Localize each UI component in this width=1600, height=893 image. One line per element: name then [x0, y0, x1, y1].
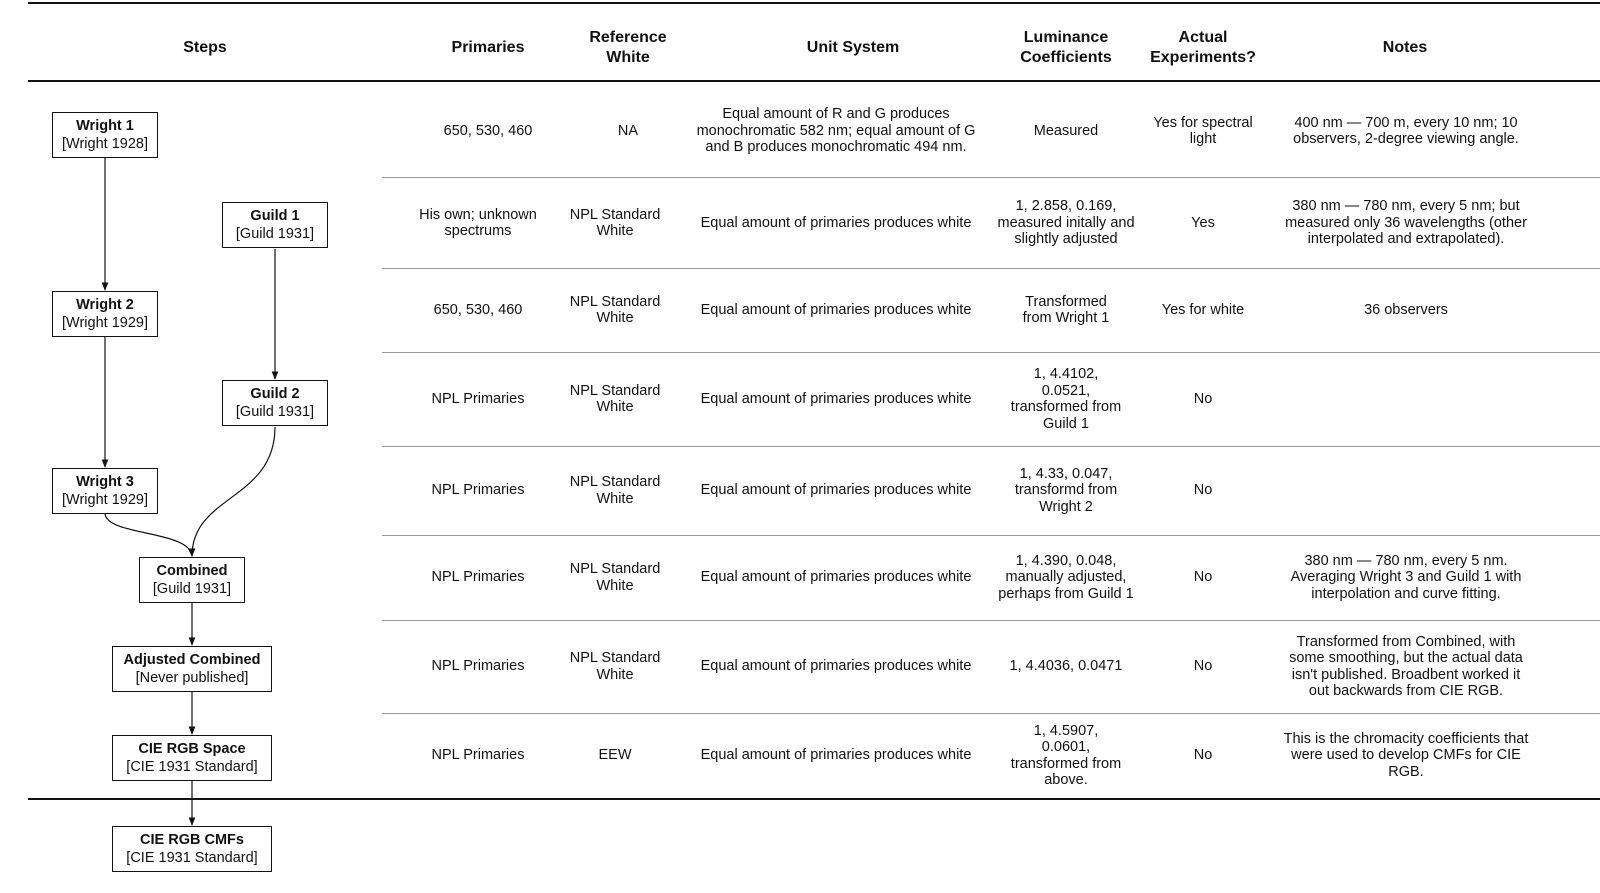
node-title: CIE RGB Space — [138, 741, 246, 757]
cell-experiments: Yes for spectral light — [1153, 114, 1253, 147]
cell-luminance: 1, 4.390, 0.048, manually adjusted, perhaps from Guild 1 — [998, 552, 1134, 602]
cell-reference-white: EEW — [598, 747, 632, 764]
cell-unit-system: Equal amount of primaries produces white — [700, 569, 972, 586]
cell-unit-system: Equal amount of primaries produces white — [700, 658, 972, 675]
header-steps: Steps — [183, 39, 227, 56]
node-adjusted-combined — [112, 646, 272, 692]
cell-primaries: 650, 530, 460 — [443, 122, 533, 139]
header-primaries: Primaries — [451, 39, 525, 56]
cell-unit-system: Equal amount of primaries produces white — [700, 390, 972, 407]
node-wright-2 — [52, 291, 158, 337]
node-reference: [Wright 1929] — [62, 315, 148, 331]
cell-luminance: 1, 2.858, 0.169, measured initally and slightly adjusted — [997, 198, 1135, 248]
cell-luminance: 1, 4.4036, 0.0471 — [1009, 658, 1123, 675]
cell-unit-system: Equal amount of primaries produces white — [700, 214, 972, 231]
cell-experiments: Yes for white — [1161, 301, 1245, 318]
cell-luminance: Measured — [1033, 122, 1099, 139]
cell-experiments: No — [1193, 482, 1213, 499]
cell-notes: 400 nm — 700 m, every 10 nm; 10 observers, 2-degree viewing angle. — [1293, 114, 1519, 147]
node-reference: [Never published] — [135, 670, 249, 686]
cell-primaries: His own; unknown spectrums — [419, 206, 537, 239]
cell-unit-system: Equal amount of primaries produces white — [700, 301, 972, 318]
cell-primaries: NPL Primaries — [431, 390, 525, 407]
cell-notes: This is the chromacity coefficients that were used to develop CMFs for CIE RGB. — [1283, 730, 1529, 780]
cell-reference-white: NPL Standard White — [569, 206, 661, 239]
cell-unit-system: Equal amount of R and G produces monochromatic 582 nm; equal amount of G and B produces monochromatic 494 nm. — [696, 106, 976, 156]
cell-reference-white: NPL Standard White — [569, 650, 661, 683]
header-unit-system: Unit System — [806, 39, 900, 56]
header-luminance-coefficients: Luminance Coefficients — [1020, 29, 1112, 66]
node-reference: [Guild 1931] — [152, 581, 232, 597]
node-combined — [139, 557, 245, 603]
node-guild-1 — [222, 202, 328, 248]
node-title: Wright 3 — [76, 474, 134, 490]
cell-luminance: Transformed from Wright 1 — [1022, 293, 1110, 326]
cell-primaries: NPL Primaries — [431, 658, 525, 675]
header-reference-white: Reference White — [589, 29, 667, 66]
node-title: Guild 2 — [250, 386, 300, 402]
cell-reference-white: NPL Standard White — [569, 474, 661, 507]
cell-reference-white: NPL Standard White — [569, 382, 661, 415]
edge-guild2-combined — [192, 427, 275, 556]
cell-unit-system: Equal amount of primaries produces white — [700, 747, 972, 764]
cell-experiments: No — [1193, 569, 1213, 586]
node-title: Guild 1 — [250, 208, 300, 224]
node-reference: [Wright 1929] — [62, 492, 148, 508]
cell-experiments: No — [1193, 747, 1213, 764]
node-wright-3 — [52, 468, 158, 514]
node-title: Wright 2 — [76, 297, 134, 313]
node-title: Adjusted Combined — [123, 652, 261, 668]
cell-primaries: 650, 530, 460 — [433, 301, 523, 318]
cell-luminance: 1, 4.5907, 0.0601, transformed from above. — [1010, 722, 1122, 788]
cell-luminance: 1, 4.4102, 0.0521, transformed from Guild 1 — [1010, 366, 1122, 432]
cell-reference-white: NPL Standard White — [569, 561, 661, 594]
cell-experiments: No — [1193, 390, 1213, 407]
header-actual-experiments: Actual Experiments? — [1150, 29, 1256, 66]
cell-notes: 36 observers — [1364, 301, 1448, 318]
cell-reference-white: NA — [617, 122, 639, 139]
node-reference: [CIE 1931 Standard] — [126, 759, 258, 775]
node-title: CIE RGB CMFs — [140, 832, 244, 848]
node-cie-rgb-space — [112, 735, 272, 781]
cell-experiments: No — [1193, 658, 1213, 675]
cell-notes: 380 nm — 780 nm, every 5 nm. Averaging Wright 3 and Guild 1 with interpolation and curve fitting. — [1290, 552, 1522, 602]
node-cie-rgb-cmfs — [112, 826, 272, 872]
node-title: Wright 1 — [76, 118, 134, 134]
header-notes: Notes — [1382, 39, 1428, 56]
cell-primaries: NPL Primaries — [431, 569, 525, 586]
cell-unit-system: Equal amount of primaries produces white — [700, 482, 972, 499]
edge-wright3-combined — [105, 513, 192, 556]
node-wright-1 — [52, 112, 158, 158]
cell-primaries: NPL Primaries — [431, 747, 525, 764]
node-reference: [Guild 1931] — [235, 404, 315, 420]
node-reference: [Wright 1928] — [62, 136, 148, 152]
node-reference: [CIE 1931 Standard] — [126, 850, 258, 866]
cell-notes: 380 nm — 780 nm, every 5 nm; but measured only 36 wavelengths (other interpolated and extrapolated). — [1285, 198, 1527, 248]
cell-luminance: 1, 4.33, 0.047, transformd from Wright 2 — [1014, 465, 1118, 515]
node-reference: [Guild 1931] — [235, 226, 315, 242]
cell-reference-white: NPL Standard White — [569, 293, 661, 326]
node-title: Combined — [156, 563, 228, 579]
cell-primaries: NPL Primaries — [431, 482, 525, 499]
cell-notes: Transformed from Combined, with some smoothing, but the actual data isn't published. Broadbent worked it out backwards from CIE RGB. — [1289, 633, 1523, 699]
node-guild-2 — [222, 380, 328, 426]
cell-experiments: Yes — [1191, 214, 1215, 231]
